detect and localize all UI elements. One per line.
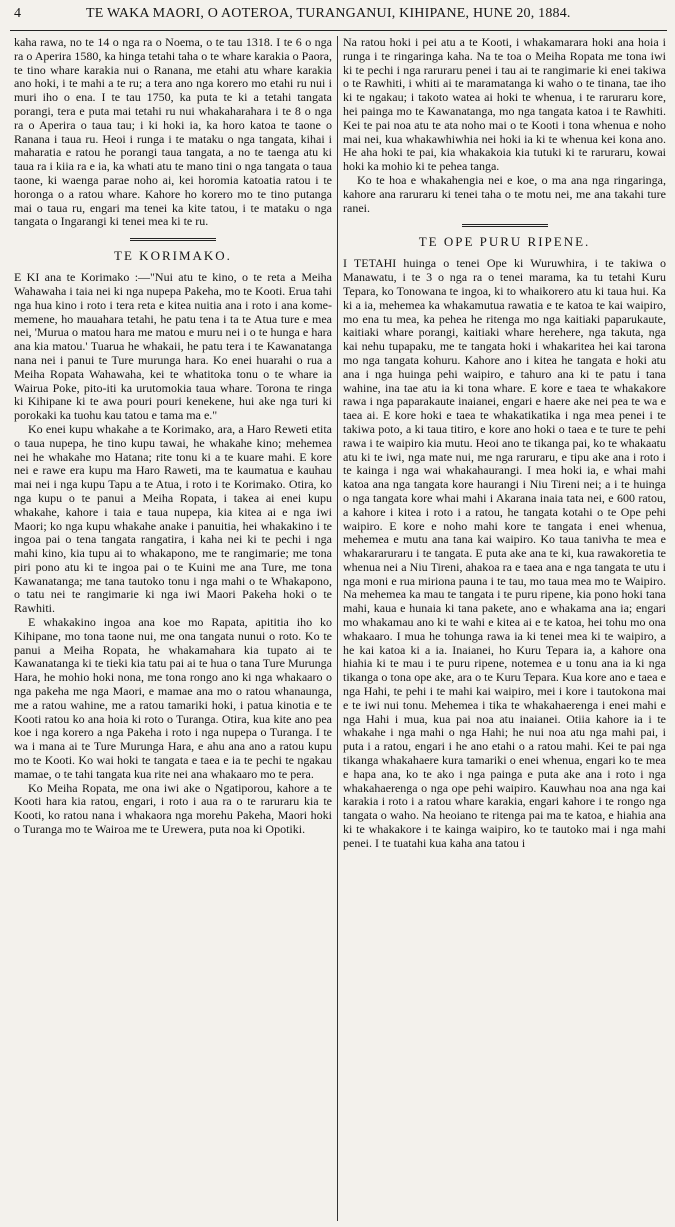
page-number: 4	[14, 6, 22, 21]
header-rule	[10, 30, 667, 31]
korimako-paragraph-4: Ko Meiha Ropata, me ona iwi ake o Ngatiporou, kahore a te Kooti hara kia ratou, engari, i roto i aua ra o te raruraru kia te Kooti, ko ratou nana i whakaora nga morehu Pakeha, Maori hoki o Turanga mo te Wairoa me te Urewera, puta noa ki Opotiki.	[14, 780, 332, 837]
right-column	[343, 36, 666, 1223]
ope-puru-ripene-heading: TE OPE PURU RIPENE.	[418, 234, 591, 250]
column-divider	[337, 36, 338, 1221]
left-column	[14, 36, 332, 1223]
section-separator	[462, 224, 548, 227]
korimako-paragraph-2: Ko enei kupu whakahe a te Korimako, ara, a Haro Reweti etita o taua nupepa, he tino kupu tawai, he whakahe kino; mehemea nei he whakahe mo Hatana; rite tonu ki a te kuare mahi. E kore nei e rawe era kupu ma Haro Raweti, ma te kaumatua e kauhau mai nei i nga kupu Tapu a te Atua, i roto i te Korimako. Otira, ko nga kupu o te panui a Meiha Ropata, i takea ai enei kupu whakahe, kahore i taia e taua nupepa, kia kitea ai e nga iwi Maori; ko nga kupu whakahe anake i panuitia, hei whakakino i te ingoa pai o tena tangata rangatira, i kaha nei ki te pechi i nga mahi kino, kia tupu ai to whakapono, me te rangimarie; me tona piri pono atu ki te ingoa pai o te Kuini me ana Ture, me tona Kawanatanga; me tana tautoko tonu i nga mahi o te Whakapono, o tatu nei te rangimarie ki nga iwi Maori Pakeha hoki o te Rawhiti.	[14, 421, 332, 616]
korimako-continuation: Na ratou hoki i pei atu a te Kooti, i whakamarara hoki ana hoia i runga i te ringaringa kaha. Na te toa o Meiha Ropata me tona iwi ki te pechi i nga raruraru penei i tau ai te rangimarie ki enei takiwa o te Rawhiti, i whiti ai te maramatanga ki waho o te tinana, tae iho ki te ngakau; i takoto watea ai hoki te whenua, i te raruraru kore, hei painga mo te Kawanatanga, mo nga tangata katoa i te Rawhiti. Kei te pai noa atu te ata noho mai o te Kooti i tona whenua e noho mai nei, kua whakawhiwhia nei hoki ia ki te whenua kei kona ano. He aha hoki te pai, kia whakakoia kia tutuki ki te raruraru, kowai hoki ka mohio ki te pehea tanga.	[343, 36, 666, 174]
korimako-paragraph-3: E whakakino ingoa ana koe mo Rapata, apititia iho ko Kihipane, mo tona taone nui, me ona tangata nunui o roto. Ko te panui a Meiha Ropata, he whakamahara kia tupato ai te Kawanatanga ki te tieki kia tatu pai ai te hua o tana Ture Murunga Hara, he mohio hoki nona, me tona rongo ano ki nga whakaaro o nga pakeha me nga Maori, e mamae ana mo o ratou whanaunga, me a ratou wahine, me a ratou tamariki hoki, i patua kinotia e te Kooti ratou ko ana hoia ki roto o Turanga. Otira, kua kite ano pea koe i nga korero a nga Pakeha i roto i nga nupepa o Turanga. I te wa i mana ai te Ture Murunga Hara, e ahu ana ano a ratou kupu mo te Kooti. Ko wai hoki te tangata e taea e ia te pechi te ngakau mamae, o te tahi tangata kua rite nei ana whakaaro mo te pera.	[14, 615, 332, 781]
ripene-article-body: I TETAHI huinga o tenei Ope ki Wuruwhira, i te takiwa o Manawatu, i te 3 o nga ra o tenei marama, ka tu tetahi Kuru Tepara, ko Tonowana te ingoa, ki to whaikorero atu ki taua hui. Ka ki a ia, mehemea ka whakamutua rawatia e te katoa te kai waipiro, mo ena tu mea, ka pehea he ritenga mo nga kaitiaki paparukaute, kaitiaki whare porangi, kaitiaki whare herehere, nga takuta, nga kai nehu tupapaku, me te tangata hoki i whakaritea hei kai tarona mo nga tangata kohuru. Kahore ano i kitea he tangata e hoki atu ana i nga huinga pehi waipiro, e tahuro ana ki te patu i tana wahine, ina tae atu ia ki tona whare. E kore e taea te whakakore rawa i nga paparakaute inaianei, engari e haere ake nei pea te wa e taea ai. E kore hoki e taea te whakatikatika i nga mea penei i te takiwa poto, a ki taua titiro, e kore ano hoki o taea e te ture te pehi rawa i te waipiro kia mutu. Heoi ano te tikanga pai, ko te whakaatu atu ki te iwi, nga mate nui, me nga raruraru, e tipu ake ana i roto i te kainga i nga wai whakahaurangi. I mea hoki ia, e whai mahi katoa ana nga tangata kore haurangi i Niu Tireni nei; a i te huinga o nga tangata kore whai mahi i Akarana inaia tata nei, e 600 ratou, a kahore i kitea i roto i a ratou, he tangata kotahi o te Ope pehi waipiro. E kore e noho mahi kore te tangata i enei whenua, mehemea e mutu ana tana kai waipiro. Ko taua tanivha te mea e whakararuraru i te tangata. E puta ake ana te ki, kua rawakoretia te whenua nei a Niu Tireni, ahakoa ra e taea ana e nga tangata te utu i nga moni e rua miriona pauna i te tau, mo taua mea mo te Waipiro. Na mehemea ka mau te tangata i te puru ripene, kia pono hoki tana mahi, kaua e hunaia ki tana pakete, ano e whakama ana ia; engari mo whakamau ano ki te wahi e kitea ai e te katoa, hei tohu mo ona whakaaro. I mua he tohunga rawa ia ki tenei mea ki te waipiro, a he kai katoa ki a ia. Inaianei, ho Kuru Tepara ia, a kahore ona hiahia ki te mau i te puru ripene, notemea e u tonu ana ia ki nga tikanga o tona ope ake, ara o te Kuru Tepara. Kua kore ano e taea e nga Hahi, te pehi i te mahi kai waipiro, mei i kore i tautokona mai e te iwi nui tonu. Mehemea i tika te whakahaerenga i enei mahi e nga Hahi i mua, kua pai noa atu inaianei. Otiia kahore ia i te whakahe i nga mahi o nga Hahi; he nui noa atu nga mahi pai, i puta i a ratou, engari i he ano etahi o a ratou mahi. Kei te pai nga tikanga whakahaere kura tamariki o enei whenua, engari ko te mea e hapa ana, ko te ako i nga painga e puta ake ana i roto i nga whakahaerenga o nga ope pehi waipiro. Kauwhau noa ana nga kai karakia i roto i a ratou whare karakia, engari kahore i te rongo nga tangata o waho. Na heoiano te ritenga pai ma te katoa, e hiahia ana ki te whakakore i te kainga waipiro, ko te tautoko mai i nga mahi penei. I te tuatahi kua kaha ana tatou i	[343, 256, 666, 850]
earthquake-article-end: kaha rawa, no te 14 o nga ra o Noema, o te tau 1318. I te 6 o nga ra o Aperira 1580, ka hinga tetahi taha o te whare karakia o Paora, te tino whare karakia nui o Ranana, me etahi atu whare karakia ano hoki, i te mahi a te ru; a tera ano nga korero mo etahi ru nui i muri iho o ena. I te tau 1750, ka puta te ki a tetahi tangata porangi, tera e puta mai tetahi ru nui whakaharahara i te 8 o nga ra o Aperira o taua tau; i ki hoki ia, ka horo katoa te taone o Ranana i taua ru. Heoi i runga i te mataku o nga tangata, kihai i maharatia e ratou he porangi taua tangata, a no te taenga atu ki taua ra i kiia ra e ia, ka whati atu te mano tini o nga tangata o taua taone, ki waenga parae noho ai, kei horomia katoatia ratou i te horonga o a ratou whare. Kahore ho korero mo te tino putanga mai o taua ru, engari ma tenei ka kite tatou, i te mataku o nga tangata o Ingarangi ki tenei mea ki te ru.	[14, 36, 332, 229]
korimako-closing: Ko te hoa e whakahengia nei e koe, o ma ana nga ringaringa, kahore ana raruraru ki tenei taha o te motu nei, me ana takahi ture ranei.	[343, 172, 666, 215]
korimako-heading: TE KORIMAKO.	[114, 248, 232, 264]
korimako-quote: E KI ana te Korimako :—"Nui atu te kino, o te reta a Meiha Wahawaha i taia nei ki nga nupepa Pakeha, mo te Kooti. Erua tahi nga hua kino i roto i tera reta e kitea nuitia ana i roto i ana kome-memene, ho mauahara tetahi, he patu tena i ta te Atua ture e mea nei, 'Murua o matou hara me matou e muru nei i o te hunga e hara ana kia matou.' Tuarua he whakaii, he patu tera i te Kawanatanga nana nei i panui te Ture murunga hara. Ko enei huarahi o rua a Meiha Ropata Wahawaha, kei te whatitoka tonu o te whare ia Wairua Poke, pito-iti ka urutomokia taua whare. Torona te ringa ki Kihipane ki te awa pouri pouri kenekene, hui ake nga turi ki porokaki ka tuohu kau tatou e tama ma e."	[14, 270, 332, 423]
section-separator	[130, 238, 216, 241]
page-header	[0, 0, 675, 28]
masthead-title: TE WAKA MAORI, O AOTEROA, TURANGANUI, KIHIPANE, HUNE 20, 1884.	[86, 6, 571, 21]
